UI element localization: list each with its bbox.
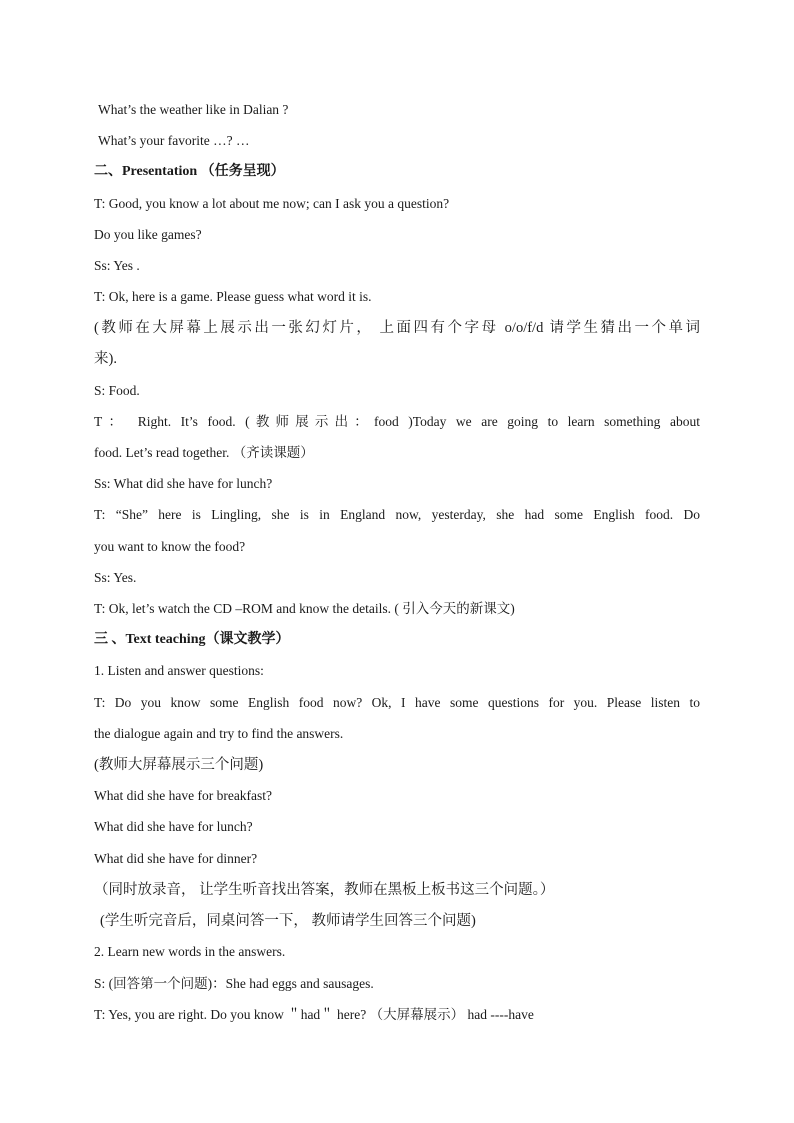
- text-line: T: Ok, let’s watch the CD –ROM and know the details. ( 引入今天的新课文): [94, 601, 515, 616]
- text-line: food. Let’s read together. （齐读课题）: [94, 445, 314, 460]
- text-line: Ss: What did she have for lunch?: [94, 476, 273, 491]
- text-line: (学生听完音后，同桌问答一下， 教师请学生回答三个问题): [100, 913, 476, 929]
- text-line: Ss: Yes .: [94, 258, 140, 273]
- text-line: What did she have for dinner?: [94, 851, 258, 866]
- text-line: S: Food.: [94, 383, 140, 398]
- text-line: What did she have for lunch?: [94, 819, 253, 834]
- text-line: you want to know the food?: [94, 539, 246, 554]
- section-heading: 二、Presentation （任务呈现）: [94, 164, 285, 179]
- text-line: What did she have for breakfast?: [94, 788, 273, 803]
- text-line: （同时放录音， 让学生听音找出答案，教师在黑板上板书这三个问题。）: [94, 882, 555, 898]
- text-line: 1. Listen and answer questions:: [94, 663, 264, 678]
- text-line: Do you like games?: [94, 227, 202, 242]
- section-heading: 三 、Text teaching（课文教学）: [94, 632, 290, 647]
- text-line: S: (回答第一个问题)：She had eggs and sausages.: [94, 976, 374, 991]
- text-line: T: Good, you know a lot about me now; can I ask you a question?: [94, 196, 450, 211]
- text-line: What’s your favorite …? …: [98, 133, 250, 148]
- text-line: 2. Learn new words in the answers.: [94, 944, 286, 959]
- text-line: 来).: [94, 351, 117, 367]
- text-line: T: Do you know some English food now? Ok, I have some questions for you. Please listen to: [94, 695, 700, 710]
- text-line: T: “She” here is Lingling, she is in England now, yesterday, she had some English food. Do: [94, 507, 700, 522]
- text-line: (教师在大屏幕上展示出一张幻灯片， 上面四有个字母 o/o/f/d 请学生猜出一个单词: [94, 320, 700, 336]
- text-line: What’s the weather like in Dalian ?: [98, 102, 289, 117]
- text-line: T： Right. It’s food. (教师展示出：food )Today we are going to learn something about: [94, 414, 700, 429]
- text-line: the dialogue again and try to find the answers.: [94, 726, 344, 741]
- text-line: Ss: Yes.: [94, 570, 137, 585]
- text-line: T: Ok, here is a game. Please guess what word it is.: [94, 289, 372, 304]
- text-line: T: Yes, you are right. Do you know ＂had＂ here? （大屏幕展示） had ----have: [94, 1007, 534, 1022]
- text-line: (教师大屏幕展示三个问题): [94, 757, 264, 773]
